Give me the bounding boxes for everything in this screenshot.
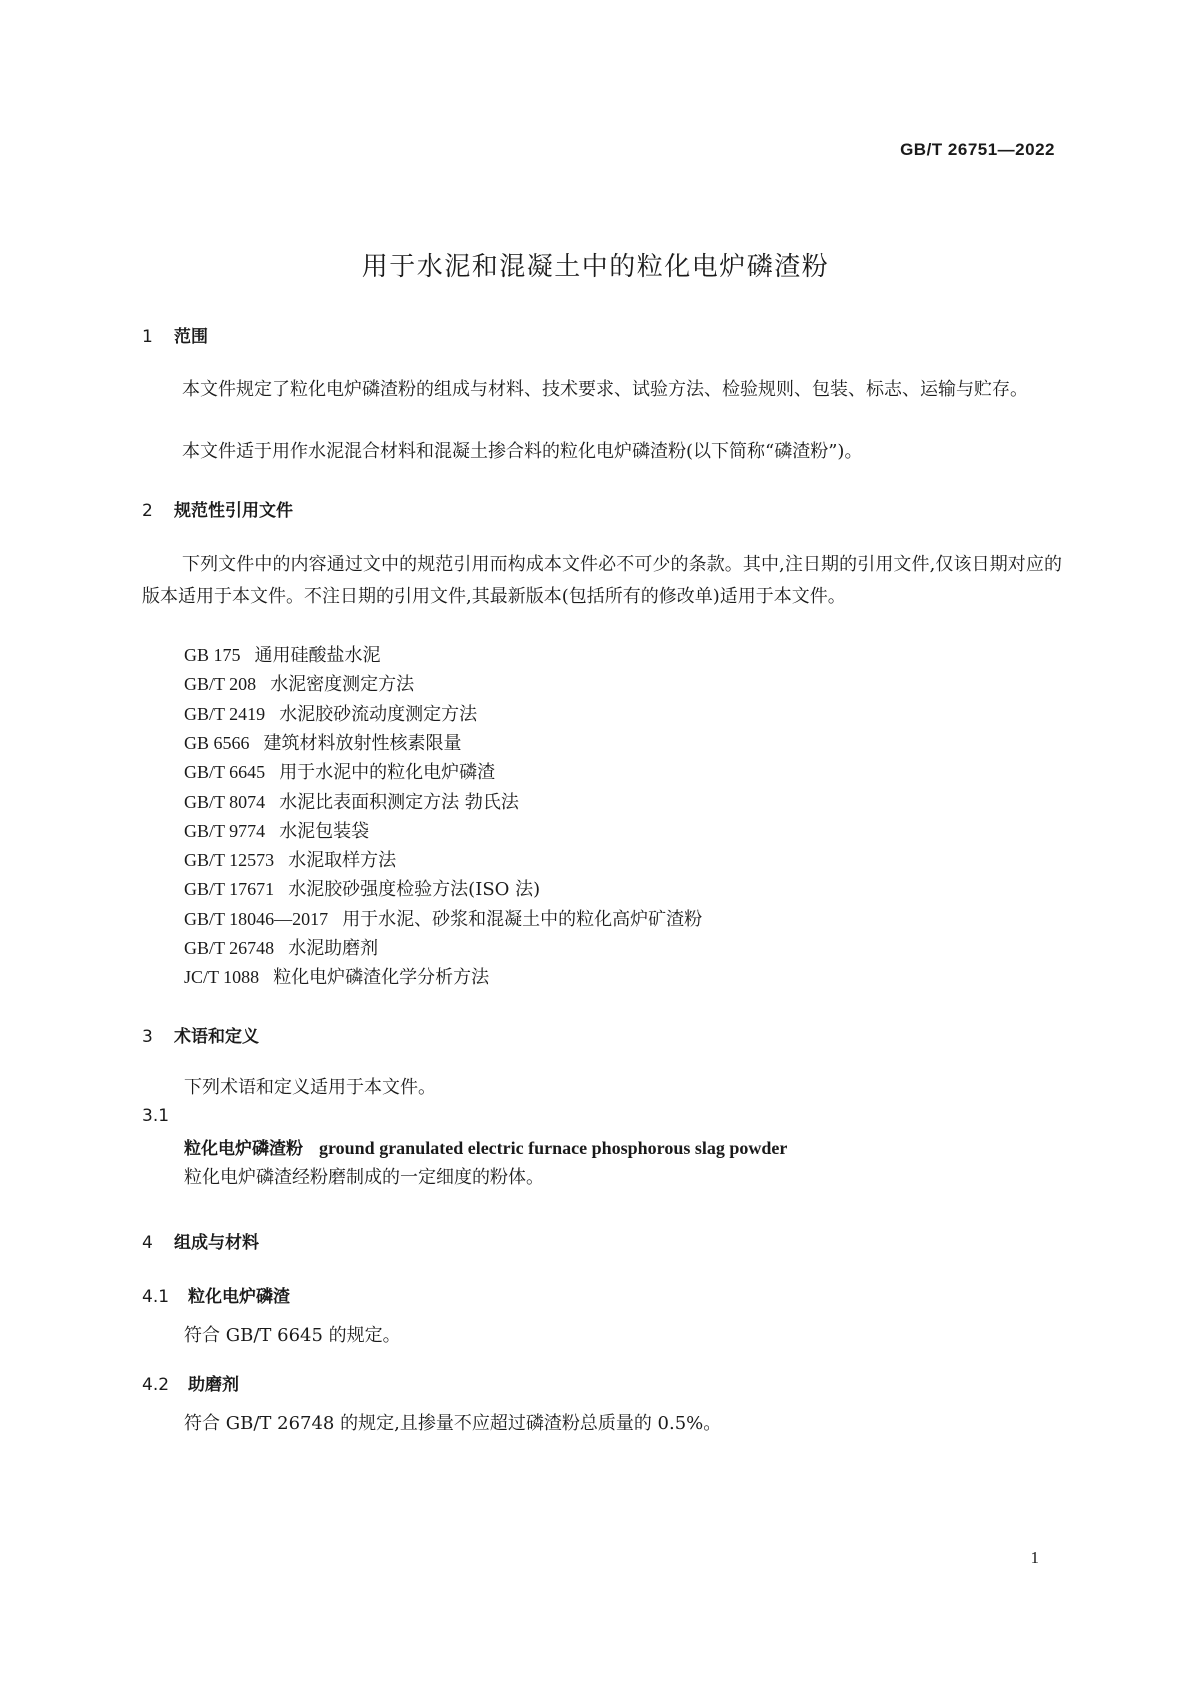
section-1-heading	[142, 322, 208, 347]
subsection-number: 4.2	[142, 1375, 170, 1395]
reference-item	[184, 699, 477, 730]
section-number: 2	[142, 501, 153, 521]
reference-code: GB/T 2419	[184, 704, 266, 724]
subsection-title: 粒化电炉磷渣	[188, 1287, 290, 1307]
reference-title: 水泥胶砂流动度测定方法	[279, 704, 478, 725]
reference-item	[184, 933, 378, 964]
section-2-paragraph-1: 下列文件中的内容通过文中的规范引用而构成本文件必不可少的条款。其中,注日期的引用文件,仅该日期对应的版本适用于本文件。不注日期的引用文件,其最新版本(包括所有的修改单)适用于本文件。	[142, 554, 1062, 607]
reference-title: 水泥比表面积测定方法 勃氏法	[279, 792, 519, 813]
reference-item	[184, 757, 495, 788]
reference-code: GB/T 9774	[184, 821, 266, 841]
reference-title: 通用硅酸盐水泥	[254, 645, 381, 666]
reference-item	[184, 845, 396, 876]
reference-code: GB 6566	[184, 733, 250, 753]
reference-title: 建筑材料放射性核素限量	[263, 733, 462, 754]
reference-code: GB/T 17671	[184, 879, 275, 899]
section-number: 3	[142, 1027, 153, 1047]
term-chinese: 粒化电炉磷渣粉	[184, 1139, 303, 1159]
reference-item	[184, 874, 540, 905]
section-title: 术语和定义	[174, 1027, 259, 1047]
reference-item	[184, 640, 381, 671]
term-english: ground granulated electric furnace phosphorous slag powder	[319, 1138, 788, 1158]
subsection-4-2-text: 符合 GB/T 26748 的规定,且掺量不应超过磷渣粉总质量的 0.5%。	[184, 1413, 722, 1434]
subsection-4-2-heading	[142, 1370, 239, 1395]
reference-code: GB/T 208	[184, 674, 257, 694]
reference-title: 粒化电炉磷渣化学分析方法	[273, 967, 490, 988]
section-number: 4	[142, 1233, 153, 1253]
reference-item	[184, 816, 369, 847]
reference-title: 水泥密度测定方法	[270, 674, 415, 695]
reference-code: GB/T 26748	[184, 938, 275, 958]
reference-title: 用于水泥、砂浆和混凝土中的粒化高炉矿渣粉	[342, 909, 703, 930]
section-3-paragraph-1: 下列术语和定义适用于本文件。	[184, 1077, 436, 1098]
section-title: 范围	[174, 327, 208, 347]
reference-item	[184, 787, 519, 818]
section-4-heading	[142, 1228, 259, 1253]
reference-item	[184, 728, 462, 759]
section-2-heading	[142, 496, 293, 521]
reference-code: GB/T 18046—2017	[184, 909, 329, 929]
reference-title: 水泥包装袋	[279, 821, 370, 842]
reference-item	[184, 904, 702, 935]
standard-code: GB/T 26751—2022	[900, 140, 1055, 159]
reference-code: GB/T 12573	[184, 850, 275, 870]
subsection-4-1-heading	[142, 1282, 290, 1307]
term-number: 3.1	[142, 1106, 170, 1126]
reference-title: 水泥助磨剂	[288, 938, 379, 959]
section-title: 组成与材料	[174, 1233, 259, 1253]
section-number: 1	[142, 327, 153, 347]
reference-item	[184, 669, 414, 700]
section-1-paragraph-1: 本文件规定了粒化电炉磷渣粉的组成与材料、技术要求、试验方法、检验规则、包装、标志、运输与贮存。	[182, 379, 1028, 400]
reference-title: 用于水泥中的粒化电炉磷渣	[279, 762, 496, 783]
reference-title: 水泥胶砂强度检验方法(ISO 法)	[288, 879, 541, 900]
term-entry	[184, 1134, 787, 1159]
subsection-title: 助磨剂	[188, 1375, 239, 1395]
reference-code: JC/T 1088	[184, 967, 260, 987]
reference-item	[184, 962, 489, 993]
reference-title: 水泥取样方法	[288, 850, 397, 871]
section-3-heading	[142, 1022, 259, 1047]
term-definition: 粒化电炉磷渣经粉磨制成的一定细度的粉体。	[184, 1167, 544, 1188]
reference-code: GB 175	[184, 645, 241, 665]
section-1-paragraph-2: 本文件适于用作水泥混合材料和混凝土掺合料的粒化电炉磷渣粉(以下简称“磷渣粉”)。	[182, 441, 863, 462]
reference-code: GB/T 6645	[184, 762, 266, 782]
subsection-number: 4.1	[142, 1287, 170, 1307]
reference-code: GB/T 8074	[184, 792, 266, 812]
document-title: 用于水泥和混凝土中的粒化电炉磷渣粉	[361, 252, 830, 282]
subsection-4-1-text: 符合 GB/T 6645 的规定。	[184, 1325, 401, 1346]
section-title: 规范性引用文件	[174, 501, 293, 521]
page-number: 1	[1030, 1548, 1039, 1567]
